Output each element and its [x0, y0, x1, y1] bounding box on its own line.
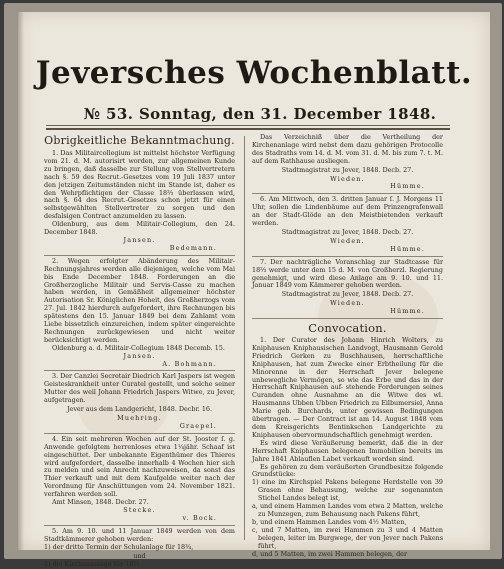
notice-3: 3. Der Canzlei Secretair Diedrich Karl Jaspers ist wegen Geisteskrankheit unter Curatel gestellt, und solche seiner Mutter des weil Johann Friedrich Jaspers Witwe, zu Jever, aufgetragen. [44, 372, 235, 405]
notice-1-signature: Jansen. [123, 235, 156, 244]
notice-2: 2. Wegen erfolgter Abänderung des Militair-Rechnungsjahres werden alle diejenigen, welche vom Mai bis Ende December 1848. Forderungen an die Großherzogliche Militair und Servis-Casse zu machen haben werden, in Gemäßheit allgemeiner höchster Autorisation Sr. Königlichen Hoheit, des Großherzogs vom 27. Jul. 1842 hierdurch aufgefordert, ihre Rechnungen bis spätestens den 15. Januar 1849 bei dem Zahlamt vom Liebe bissetzlich einzureichen, indem später eingereichte Rechnungen zurückgewiesen und nicht weiter berücksichtigt werden. [44, 256, 235, 344]
notice-4-signature-2: v. Bock. [182, 513, 217, 522]
convocation-item: 1) eine im Kirchspiel Pakens belegene Herdstelle von 39 Grasen ohne Behausung, welche zur sogenannten Stichel Landes belegt ist, [252, 478, 443, 503]
separator [252, 318, 443, 319]
notice-5: 5. Am 9. 10. und 11 Januar 1849 werden von dem Stadtkämmerer gehoben werden: [44, 526, 235, 543]
notice-r1: Das Verzeichniß über die Vertheilung der Kirchenanlage wird nebst dem dazu gehörigen Protocolle des Stadraths vom 14. d. M. vom 31. d. M. bis zum 7. t. M. auf dem Rathhause ausliegen. [252, 133, 443, 165]
notice-3-signature-2: Graepel. [179, 421, 217, 430]
book-cover [4, 3, 502, 569]
section-heading: Obrigkeitliche Bekanntmachung. [44, 134, 235, 147]
masthead-title: Jeversches Wochenblatt. [35, 55, 473, 91]
convocation-3: Es gehören zu dem veräußerten Grundbesitze folgende Grundstücke: [252, 462, 443, 479]
separator [252, 193, 443, 194]
separator [44, 370, 235, 371]
notice-2-signature-2: A. Bohmann. [162, 359, 217, 368]
notice-6-signature: Wieden. [330, 236, 365, 245]
header-rule [46, 125, 450, 126]
notice-7-signature-2: Hümme. [390, 307, 425, 316]
right-column [252, 134, 443, 558]
convocation-subitem: b, und einem Hammen Landes vom 4½ Matten, [252, 517, 407, 526]
convocation-subitem: a, und einem Hammen Landes vom etwa 2 Matten, welche zu Munzegen, zum Behausung nach Pakens führt, [252, 502, 443, 518]
left-column [44, 134, 235, 569]
separator [252, 256, 443, 257]
notice-7: 7. Der nachträgliche Voranschlag zur Stadtcasse für 18⅔ werde unter dem 15 d. M. von Großherzl. Regierung genehmigt, und wird diese Anlage am 9. 10. und 11. Januar 1849 vom Kämmerer gehoben werden. [252, 257, 443, 290]
notice-2-date: Oldenburg a. d. Militair-Collegium 1848 Decemb. 15. [52, 343, 225, 352]
header-rule-thick [46, 128, 450, 130]
notice-r1-date: Stadtmagistrat zu Jever, 1848. Decb. 27. [281, 165, 414, 174]
notice-4: 4. Ein seit mehreren Wochen auf der St. Jooster ſ. g. Anwende gefolgtem herrenloses etwa 1¼jähr. Schaaf ist eingeschüttet. Der unbekannte Eigenthümer des Thieres wird aufgefordert, dasselbe innerhalb 4 Wochen hier sich zu melden und sein Anrecht nachzuweisen, da sonst das Thier verkauft und mit dem Kaufgelde weiter nach der Verordnung für Anschüttungen vom 24. November 1821. verfahren werden soll. [44, 434, 235, 499]
separator [44, 433, 235, 434]
convocation-subitem: d, und 5 Matten, im zwei Hammen belegen, der [252, 549, 407, 558]
convocation-2: Es wird diese Veräußerung bemerkt, daß die in der Herrschaft Kniphausen belegenen Immobilien bereits im Jahre 1841 Ablauflen Labet verkauft worden sind. [252, 438, 443, 463]
convocation-subitem: c, und 7 Matten, im zwei Hammen zu 3 und 4 Matten belegen, leiter im Burgwege, der von Jever nach Pakens führt, [252, 525, 443, 550]
notice-4-date: Amt Minsen, 1848. Decbr. 27. [52, 498, 149, 507]
newspaper-page [18, 12, 490, 569]
notice-r1-signature-2: Hümme. [390, 182, 425, 191]
notice-6-date: Stadtmagistrat zu Jever, 1848. Decb. 27. [281, 227, 414, 236]
notice-1-date: Oldenburg, aus dem Militair-Collegium, den 24. December 1848. [44, 220, 235, 237]
notice-3-date: Jever aus dem Landgericht, 1848. Decbr. 16. [66, 405, 213, 414]
notice-5-item: 2) die Kirchenanlage für 18⅔ [44, 560, 140, 569]
notice-6-signature-2: Hümme. [390, 244, 425, 253]
notice-4-signature: Stecke. [123, 505, 156, 514]
notice-1: 1. Das Militaircollegium ist mittelst höchster Verfügung vom 21. d. M. autorisirt worden, zur allgemeinen Kunde zu bringen, daß dasselbe zur Stellung von Stellvertretern nach §. 59 des Recrut.-Gesetzes vom 19 Juli 1837 unter den jetzigen Zeitumständen nicht im Stande ist, daher es den Wehrpflichtigen der Classe 18⅔ überlassen wird, nach §. 64 des Recrut.-Gesetzes schon jetzt für einen selbstgewählten Stellvertreter zu sorgen und den desfalsigen Contract anzumelden zu lassen. [44, 149, 235, 221]
notice-5-connector: und [133, 551, 146, 560]
convocation-1: 1. Der Curator des Johann Hinrich Wolters, zu Kniphausen Kniphausischen Landvogt, Hausmann Gerold Friedrich Gerken zu Buschhausen, herrschaftliche Kniphausen, hat zum Zwecke einer Erbtheilung für die Minorenne in der Herrschaft Jever belegene unbewegliche Vermögen, so wie das Erbe und das in der Herrschaft Kniphausen auf- stehende Forderungen seines Curanden ohne Ausnahme an die Witwe des wl. Hausmanns Ubben Ubben Friedrich zu Eilbumersiel, Anna Marie geb. Burchards, unter gewissen Bedingungen übertragen. — Der Contract ist am 14. August 1848 vom dem Kreisgerichts Bentinkschen Landgerichte zu Kniphausen obervormundschaftlich genehmigt werden. [252, 336, 443, 439]
convocation-heading: Convocation. [308, 321, 387, 336]
column-divider [244, 136, 245, 540]
notice-7-signature: Wieden. [330, 299, 365, 308]
issue-line: № 53. Sonntag, den 31. December 1848. [83, 105, 437, 123]
notice-6: 6. Am Mittwoch, den 3. dritten Januar ſ. J. Morgens 11 Uhr, sollen die Lindenbäume auf dem Prinzengrafenwall an der Stadt-Glöde an den Meistbietenden verkauft werden. [252, 195, 443, 228]
separator [44, 255, 235, 256]
notice-1-signature-2: Bedemann. [169, 243, 217, 252]
notice-3-signature: Muehring. [117, 414, 162, 422]
notice-2-signature: Jansen. [123, 351, 156, 360]
notice-5-item: 1) der dritte Termin der Schulanlage für 18¾, [44, 542, 194, 551]
separator [44, 525, 235, 526]
notice-r1-signature: Wieden. [330, 174, 365, 183]
notice-7-date: Stadtmagistrat zu Jever, 1848. Decb. 27. [281, 290, 414, 299]
